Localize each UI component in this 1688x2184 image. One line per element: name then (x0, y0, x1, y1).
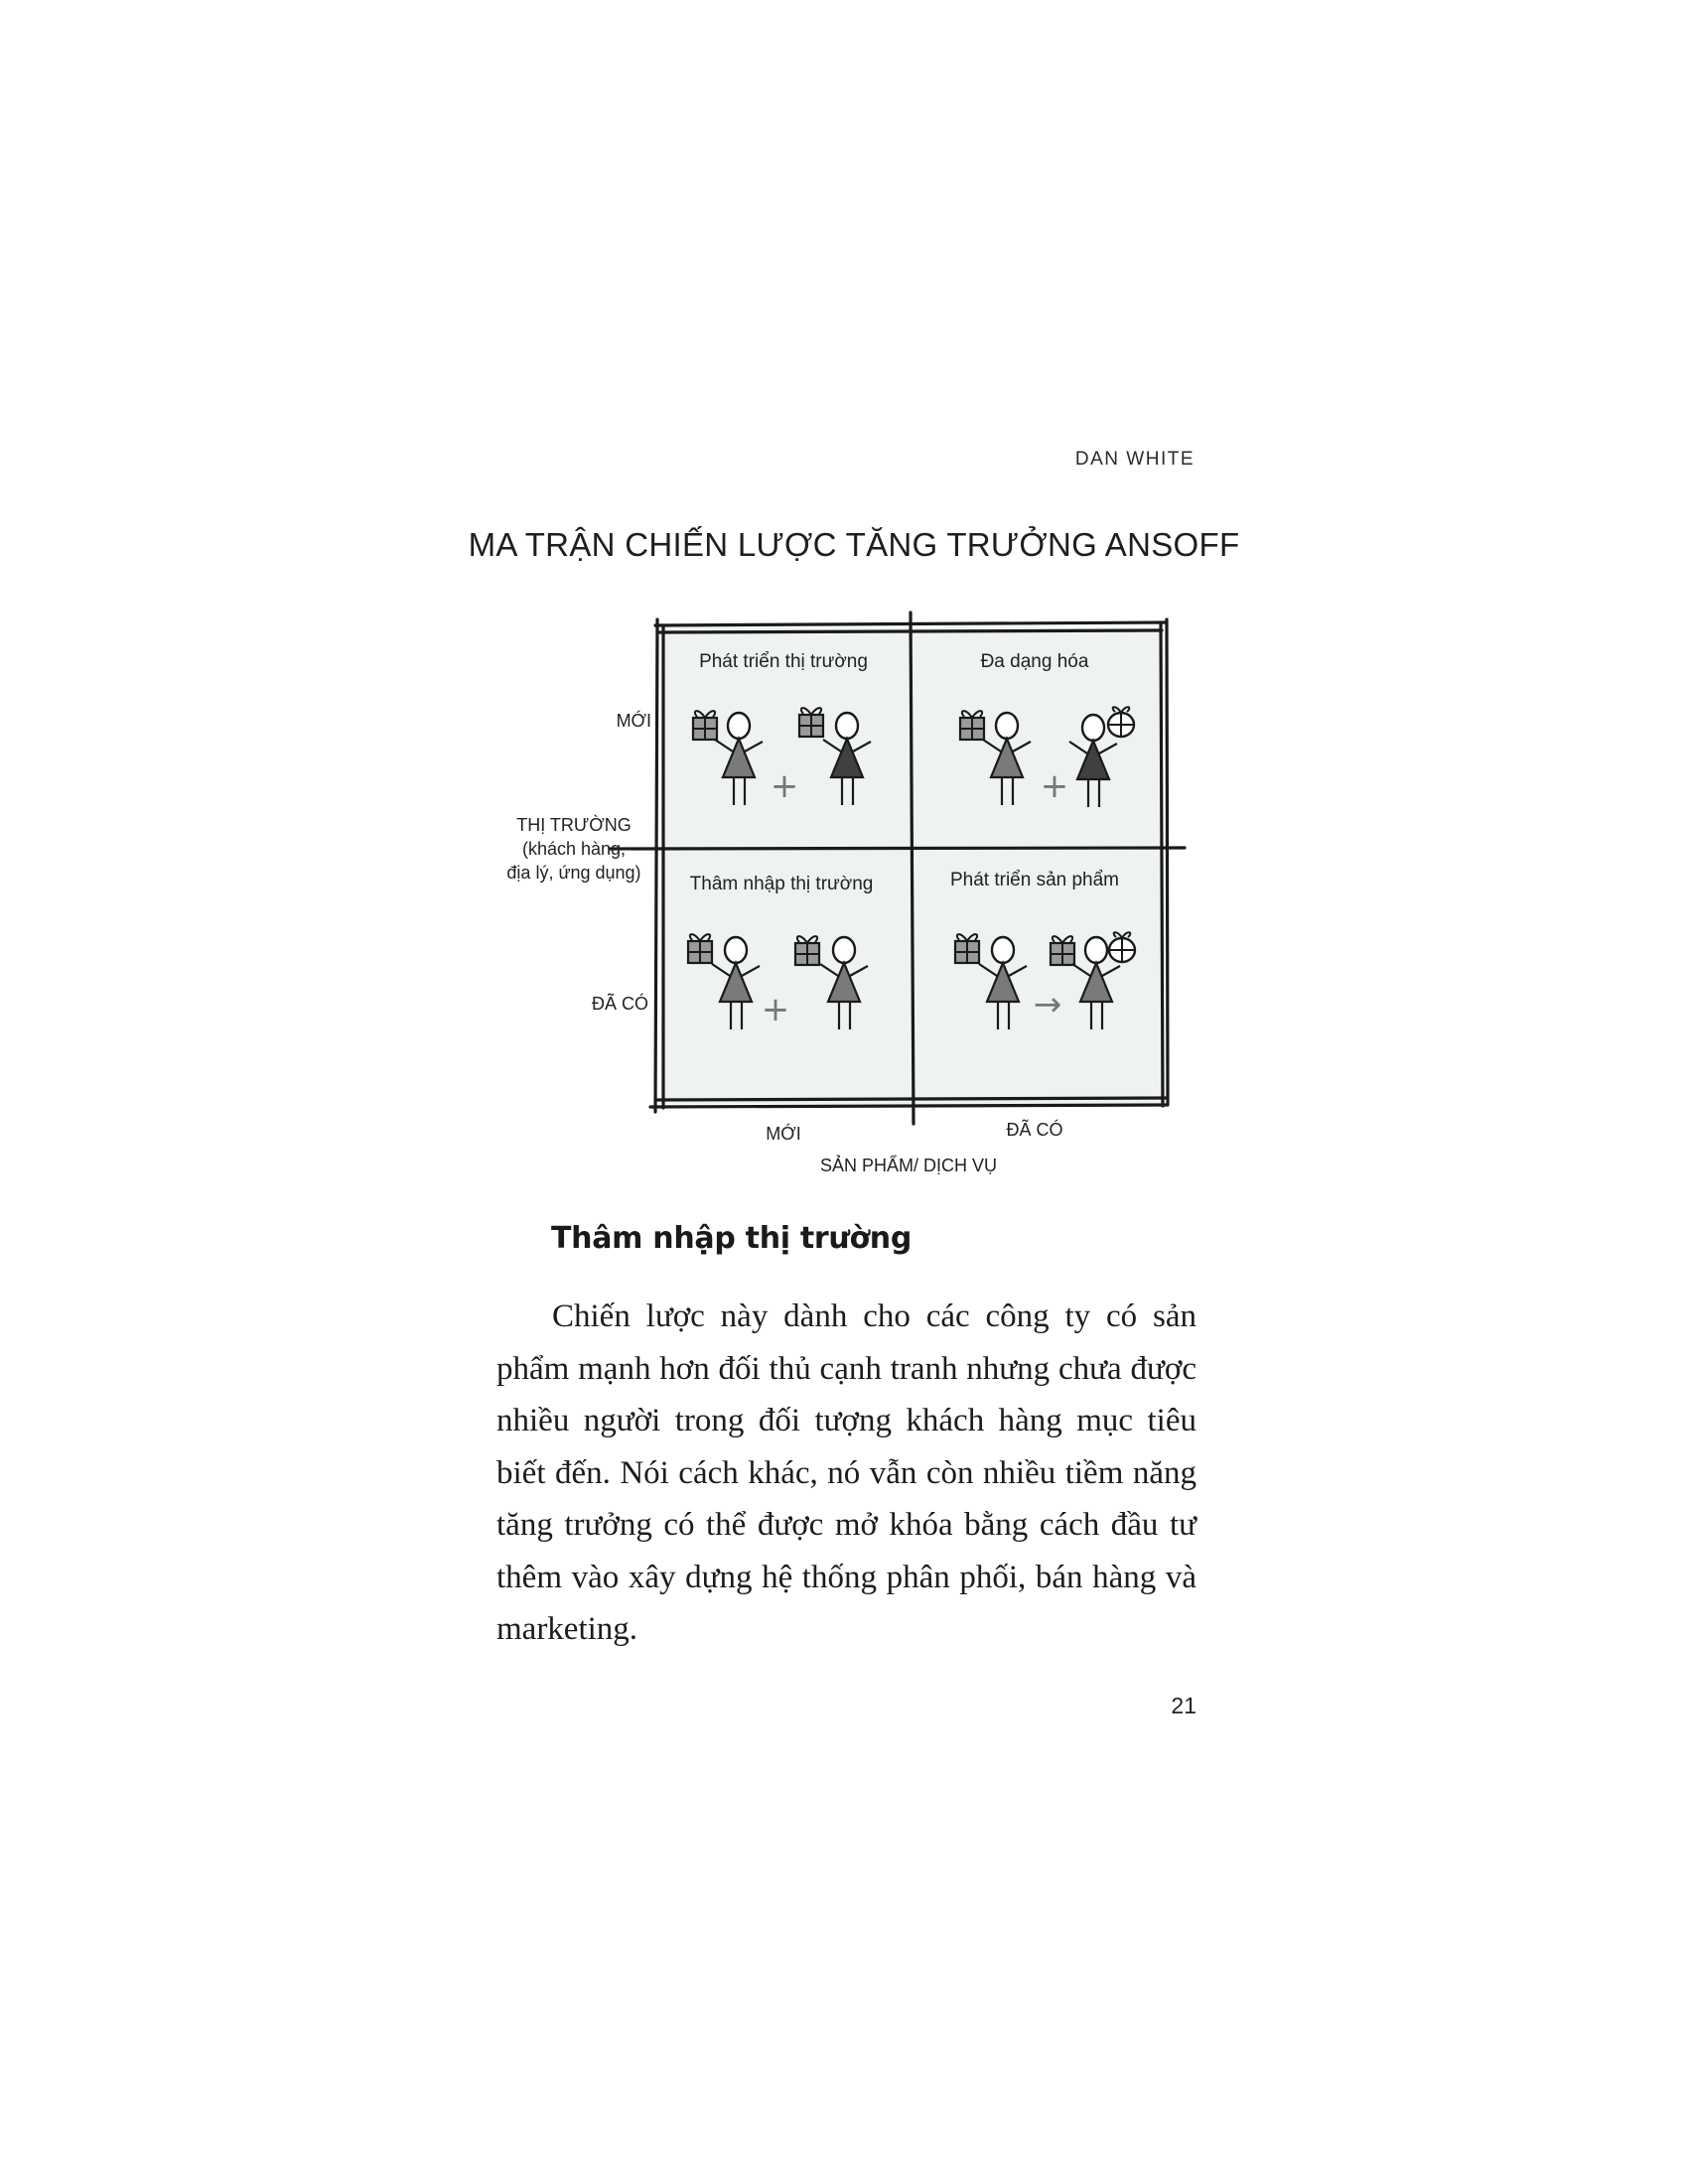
quadrant-diversification: Đa dạng hóa (980, 651, 1089, 672)
x-axis-existing: ĐÃ CÓ (1006, 1120, 1063, 1140)
plus-sign: + (761, 990, 790, 1029)
quadrant-market-penetration: Thâm nhập thị trường (689, 874, 874, 894)
section-heading: Thâm nhập thị trường (551, 1221, 913, 1256)
arrow-right-icon: → (1033, 985, 1062, 1024)
x-axis-title: SẢN PHẨM/ DỊCH VỤ (819, 1156, 998, 1175)
x-axis-new: MỚI (766, 1124, 801, 1144)
running-head: DAN WHITE (1074, 449, 1195, 470)
y-axis-title-line1: THỊ TRƯỜNG (516, 815, 632, 835)
y-axis-existing: ĐÃ CÓ (591, 994, 648, 1014)
y-axis-title-line3: địa lý, ứng dụng) (506, 863, 641, 883)
ansoff-matrix (487, 606, 1201, 1201)
y-axis-new: MỚI (616, 711, 651, 731)
page-number: 21 (1171, 1693, 1196, 1718)
quadrant-market-development: Phát triển thị trường (699, 651, 868, 672)
figure-title: MA TRẬN CHIẾN LƯỢC TĂNG TRƯỞNG ANSOFF (468, 526, 1240, 563)
quadrant-product-development: Phát triển sản phẩm (949, 870, 1120, 890)
ansoff-matrix-figure (487, 606, 1201, 1201)
plus-sign: + (1040, 766, 1069, 806)
y-axis-title-line2: (khách hàng, (521, 839, 627, 859)
plus-sign: + (770, 766, 799, 806)
body-paragraph: Chiến lược này dành cho các công ty có sản phẩm mạnh hơn đối thủ cạnh tranh nhưng chưa được nhiều người trong đối tượng khách hàng mục tiêu biết đến. Nói cách khác, nó vẫn còn nhiều tiềm năng tăng trưởng có thể được mở khóa bằng cách đầu tư thêm vào xây dựng hệ thống phân phối, bán hàng và marketing. (496, 1298, 1196, 1647)
